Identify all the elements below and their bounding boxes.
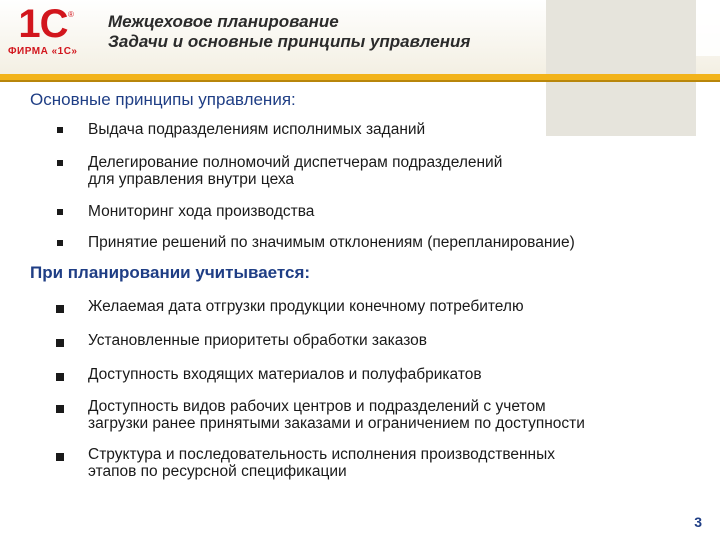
slide-header — [0, 0, 720, 76]
consideration-item: Доступность видов рабочих центров и подразделений с учетом загрузки ранее принятыми заказами и ограничением по доступности — [88, 398, 585, 432]
bullet-square-icon — [57, 209, 63, 215]
page-number: 3 — [694, 514, 702, 530]
principle-item: Выдача подразделениям исполнимых заданий — [88, 121, 426, 138]
section-principles-heading: Основные принципы управления: — [30, 90, 296, 109]
bullet-square-icon — [56, 305, 64, 313]
principle-item: Принятие решений по значимым отклонениям (перепланирование) — [88, 234, 575, 251]
principle-item: Мониторинг хода производства — [88, 203, 315, 220]
consideration-item: Доступность входящих материалов и полуфабрикатов — [88, 366, 482, 383]
bullet-square-icon — [56, 405, 64, 413]
bullet-square-icon — [57, 127, 63, 133]
slide-content — [0, 82, 720, 540]
logo-registered-mark: ® — [68, 10, 74, 19]
slide-title-line-2: Задачи и основные принципы управления — [108, 32, 471, 51]
section-considerations-heading: При планировании учитывается: — [30, 263, 311, 282]
slide-title-line-1: Межцеховое планирование — [108, 12, 339, 31]
bullet-square-icon — [56, 373, 64, 381]
bullet-square-icon — [56, 453, 64, 461]
consideration-item: Желаемая дата отгрузки продукции конечному потребителю — [88, 298, 524, 315]
bullet-square-icon — [57, 240, 63, 246]
consideration-item: Установленные приоритеты обработки заказов — [88, 332, 427, 349]
consideration-item: Структура и последовательность исполнения производственных этапов по ресурсной спецификации — [88, 446, 556, 480]
slide-title — [108, 12, 470, 52]
principle-item: Делегирование полномочий диспетчерам подразделений для управления внутри цеха — [88, 154, 503, 188]
logo-caption: ФИРМА «1С» — [8, 46, 78, 57]
company-logo — [8, 4, 90, 70]
bullet-square-icon — [56, 339, 64, 347]
bullet-square-icon — [57, 160, 63, 166]
logo-brand-text: 1С — [18, 2, 68, 46]
header-decoration-light — [696, 0, 720, 56]
